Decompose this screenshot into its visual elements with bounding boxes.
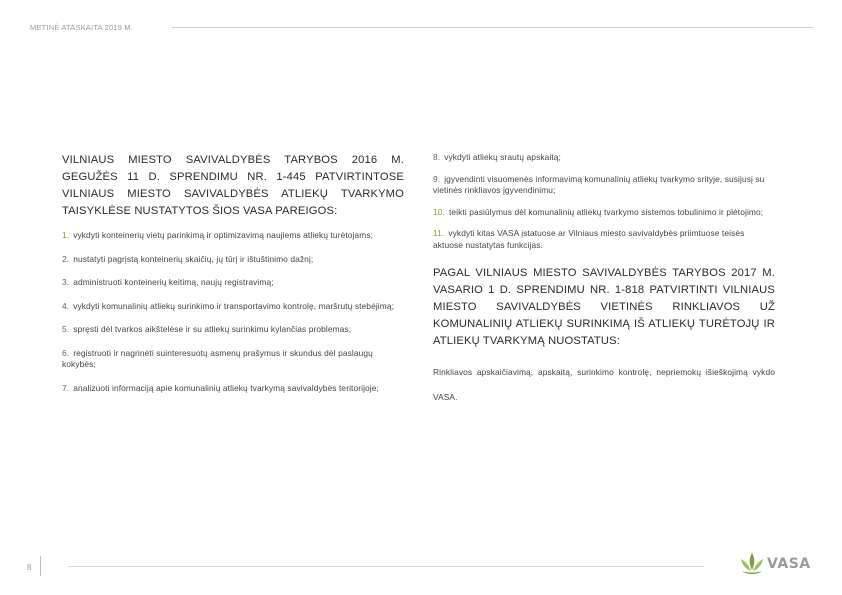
list-item [433,228,775,251]
list-item-text: vykdyti konteinerių vietų parinkimą ir optimizavimą naujiems atliekų turėtojams; [73,230,374,240]
lotus-leaf-icon [738,550,766,578]
logo-text: VASA [767,556,811,572]
list-item [62,324,404,336]
list-item-number: 7. [62,382,70,393]
list-item-number: 9. [433,173,441,184]
report-header-title: METINĖ ATASKAITA 2019 M. [30,23,134,32]
left-section-heading: VILNIAUS MIESTO SAVIVALDYBĖS TARYBOS 2016 M. GEGUŽĖS 11 D. SPRENDIMU NR. 1-445 PATVIRTINTOSE VILNIAUS MIESTO SAVIVALDYBĖS ATLIEKŲ TVARKYMO TAISYKLĖSE NUSTATYTOS ŠIOS VASA PAREIGOS: [62,154,404,217]
list-item [433,207,775,219]
list-item-number: 4. [62,300,70,311]
list-item [62,301,404,313]
left-column [62,152,404,406]
list-item-text: registruoti ir nagrinėti suinteresuotų asmenų prašymus ir skundus dėl paslaugų kokybės; [62,347,373,369]
list-item [62,277,404,289]
header-divider [172,27,814,28]
list-item-text: teikti pasiūlymus dėl komunalinių atliekų tvarkymo sistemos tobulinimo ir plėtojimo; [448,206,764,217]
list-item-text: įgyvendinti visuomenės informavimą komunalinių atliekų tvarkymo srityje, susijusį su vietinės rinkliavos įgyvendinimu; [433,173,765,195]
list-item-text: vykdyti komunalinių atliekų surinkimo ir transportavimo kontrolę, maršrutų stebėjimą; [73,300,395,311]
list-item [62,230,404,242]
list-item [433,174,775,197]
footer-divider [68,566,704,567]
list-item-text: vykdyti atliekų srautų apskaitą; [444,152,561,162]
list-item [62,348,404,371]
list-item-number: 3. [62,277,70,287]
list-item-number: 10. [433,206,445,217]
list-item [62,383,404,395]
right-column [433,152,775,418]
list-item-number: 5. [62,324,70,334]
list-item-number: 2. [62,253,70,264]
list-item-text: nustatyti pagrįstą konteinerių skaičių, jų tūrį ir ištuštinimo dažnį; [73,253,314,264]
list-item-text: administruoti konteinerių keitimą, naujų registravimą; [73,277,274,287]
list-item-number: 1. [62,230,70,240]
vasa-logo [738,549,816,579]
right-section-heading: PAGAL VILNIAUS MIESTO SAVIVALDYBĖS TARYBOS 2017 M. VASARIO 1 D. SPRENDIMU NR. 1-818 PATVIRTINTI VILNIAUS MIESTO SAVIVALDYBĖS VIETINĖS RINKLIAVOS UŽ KOMUNALINIŲ ATLIEKŲ SURINKIMĄ IŠ ATLIEKŲ TURĖTOJŲ IR ATLIEKŲ TVARKYMĄ NUOSTATUS: [433,267,775,347]
list-item-number: 6. [62,347,70,358]
list-item-text: analizuoti informaciją apie komunalinių atliekų tvarkymą savivaldybės teritorijoje; [73,382,379,393]
list-item-number: 8. [433,152,441,162]
list-item [62,254,404,266]
list-item [433,152,775,164]
page-number: 8 [27,563,32,572]
list-item-text: vykdyti kitas VASA įstatuose ar Vilniaus miesto savivaldybės priimtuose teisės aktuose nustatytas funkcijas. [433,228,745,250]
list-item-text: spręsti dėl tvarkos aikštelėse ir su atliekų surinkimu kylančias problemas; [73,324,352,334]
page-number-divider [40,556,41,576]
list-item-number: 11. [433,228,445,238]
body-paragraph: Rinkliavos apskaičiavimą, apskaitą, surinkimo kontrolę, nepriemokų išieškojimą vykdo VASA. [433,367,775,402]
